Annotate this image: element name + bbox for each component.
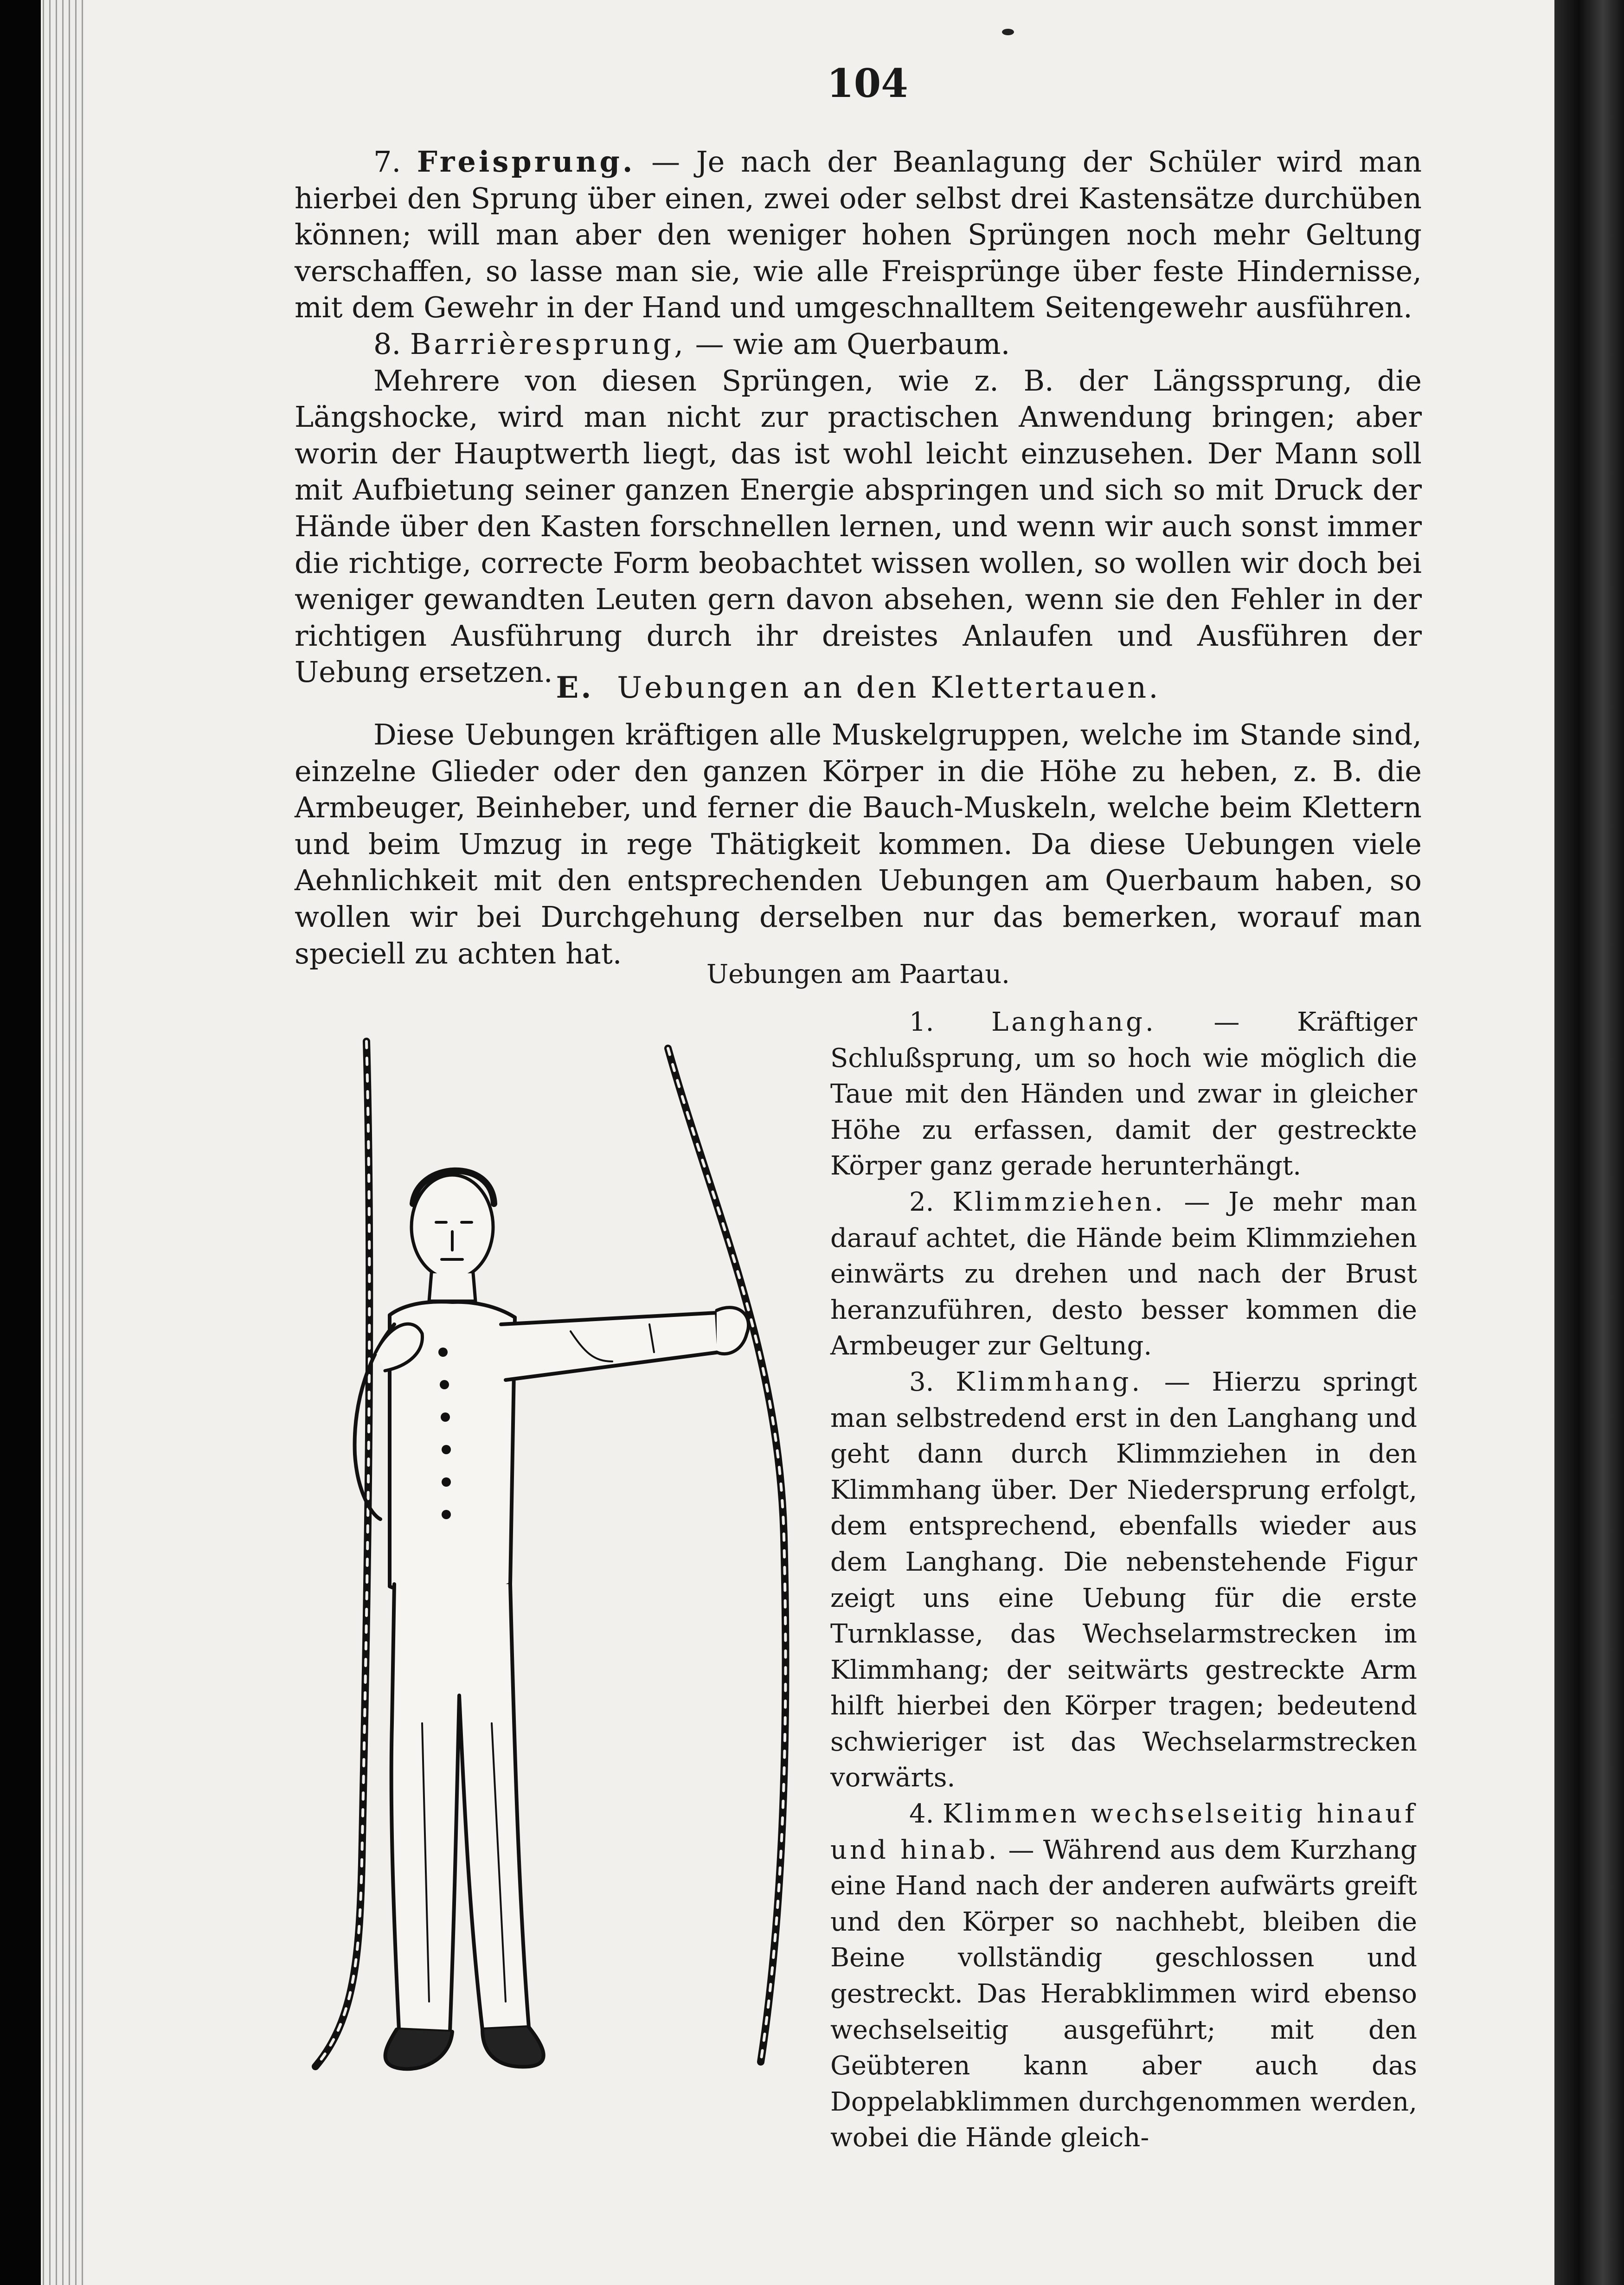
paragraph-remarks: Mehrere von diesen Sprüngen, wie z. B. der Längssprung, die Längshocke, wird man nicht zur practischen Anwendung bringen; aber worin der Hauptwerth liegt, das ist wohl leicht einzusehen. Der Mann soll mit Aufbietung seiner ganzen Energie abspringen und sich so mit Druck der Hände über den Kasten forschnellen lernen, und wenn wir auch sonst immer die richtige, correcte Form beobachtet wissen wollen, so wollen wir doch bei weniger gewandten Leuten gern davon absehen, wenn sie den Fehler in der richtigen Ausführung durch ihr dreistes Anlaufen und Ausführen der Uebung ersetzen.: [295, 363, 1422, 689]
page-number: 104: [827, 60, 908, 106]
rope-climbing-figure-illustration: [297, 1027, 826, 2090]
section-letter: E.: [556, 670, 594, 705]
intro-paragraph: Diese Uebungen kräftigen alle Muskelgruppen, welche im Stande sind, einzelne Glieder oder den ganzen Körper in die Höhe zu heben, z. B. die Armbeuger, Beinheber, und ferner die Bauch-Muskeln, welche beim Klettern und beim Umzug in rege Thätigkeit kommen. Da diese Uebungen viele Aehnlichkeit mit den entsprechenden Uebungen am Querbaum haben, so wollen wir bei Durchgehung derselben nur das bemerken, worauf man speciell zu achten hat.: [295, 718, 1422, 970]
item-number: 2.: [909, 1187, 934, 1217]
section-title: Uebungen an den Klettertauen.: [617, 671, 1161, 705]
exercise-item: [830, 1364, 1417, 1796]
rope-exercises-list: [830, 1004, 1417, 2156]
scan-right-border: [1554, 0, 1624, 2285]
subsection-title: Uebungen am Paartau.: [706, 959, 1010, 989]
scan-left-border: [0, 0, 41, 2285]
item-text: — Je nach der Beanlagung der Schüler wird man hierbei den Sprung über einen, zwei oder selbst drei Kastensätze durchüben können; will man aber den weniger hohen Sprüngen noch mehr Geltung verschaffen, so lasse man sie, wie alle Freisprünge über feste Hindernisse, mit dem Gewehr in der Hand und umgeschnalltem Seitengewehr ausführen.: [295, 145, 1422, 325]
item-number: 4.: [909, 1799, 934, 1829]
item-number: 7.: [373, 145, 401, 179]
exercise-item: [830, 1796, 1417, 2156]
exercise-item: [830, 1184, 1417, 1364]
item-title: Barrièresprung,: [410, 327, 686, 361]
item-title: Klimmen wechselseitig hinauf und hinab.: [830, 1799, 1417, 1865]
item-title: Freisprung.: [417, 145, 635, 179]
item-text: — Kräftiger Schlußsprung, um so hoch wie möglich die Taue mit den Händen und zwar in gleicher Höhe zu erfassen, damit der gestreckte Körper ganz gerade herunterhängt.: [830, 1007, 1417, 1181]
item-title: Klimmziehen.: [952, 1187, 1166, 1217]
paragraph-7: [295, 144, 1422, 326]
item-text: — Während aus dem Kurzhang eine Hand nach der anderen aufwärts greift und den Körper so nachhebt, bleiben die Beine vollständig geschlossen und gestreckt. Das Herabklimmen wird ebenso wechselseitig ausgeführt; mit den Geübteren kann aber auch das Doppelabklimmen durchgenommen werden, wobei die Hände gleich-: [830, 1835, 1417, 2153]
item-title: Klimmhang.: [956, 1367, 1143, 1397]
ink-speck: [1002, 29, 1014, 35]
item-text: — wie am Querbaum.: [686, 327, 1010, 361]
item-title: Langhang.: [991, 1007, 1156, 1037]
paragraph-8: [295, 326, 1422, 363]
item-number: 3.: [909, 1367, 934, 1397]
item-text: — Hierzu springt man selbstredend erst in den Langhang und geht dann durch Klimmziehen in den Klimmhang über. Der Niedersprung erfolgt, dem entsprechend, ebenfalls wieder aus dem Langhang. Die nebenstehende Figur zeigt uns eine Uebung für die erste Turnklasse, das Wechselarmstrecken im Klimmhang; der seitwärts gestreckte Arm hilft hierbei den Körper tragen; bedeutend schwieriger ist das Wechselarmstrecken vorwärts.: [830, 1367, 1417, 1793]
item-number: 1.: [909, 1007, 934, 1037]
book-binding-edge: [43, 0, 84, 2285]
section-heading: [295, 670, 1422, 705]
exercise-paragraphs: [295, 144, 1422, 691]
section-intro: [295, 717, 1422, 972]
item-text: — Je mehr man darauf achtet, die Hände beim Klimmziehen einwärts zu drehen und nach der Brust heranzuführen, desto besser kommen die Armbeuger zur Geltung.: [830, 1187, 1417, 1361]
item-number: 8.: [373, 327, 401, 361]
exercise-item: [830, 1004, 1417, 1184]
